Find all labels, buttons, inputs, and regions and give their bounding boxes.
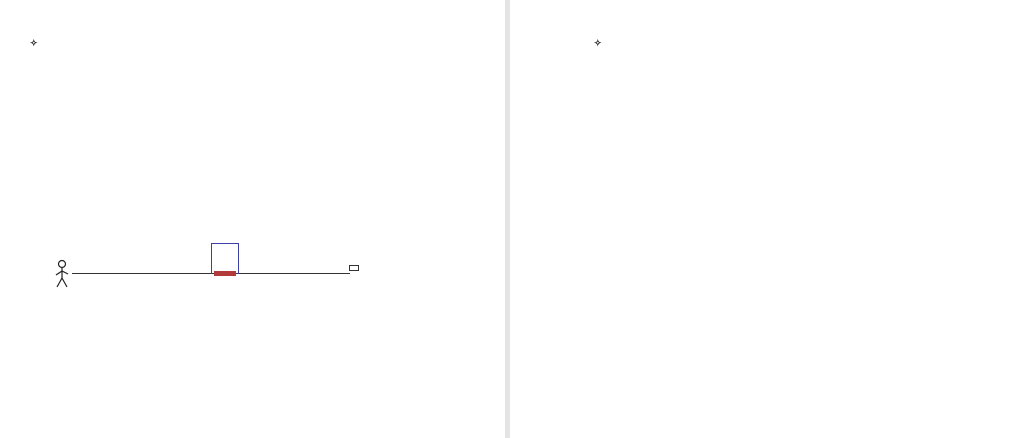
left-page: [0, 0, 505, 438]
blocked-street: [214, 271, 236, 276]
school-label: [349, 265, 359, 271]
right-page: [510, 0, 1024, 438]
stick-figure-icon: [52, 259, 72, 289]
problem-15-title: [30, 37, 44, 49]
diamond-cross-icon: ✧: [594, 38, 602, 48]
diamond-cross-icon: ✧: [30, 38, 38, 48]
detour-path: [211, 243, 239, 274]
problem-16-title: [594, 37, 608, 49]
